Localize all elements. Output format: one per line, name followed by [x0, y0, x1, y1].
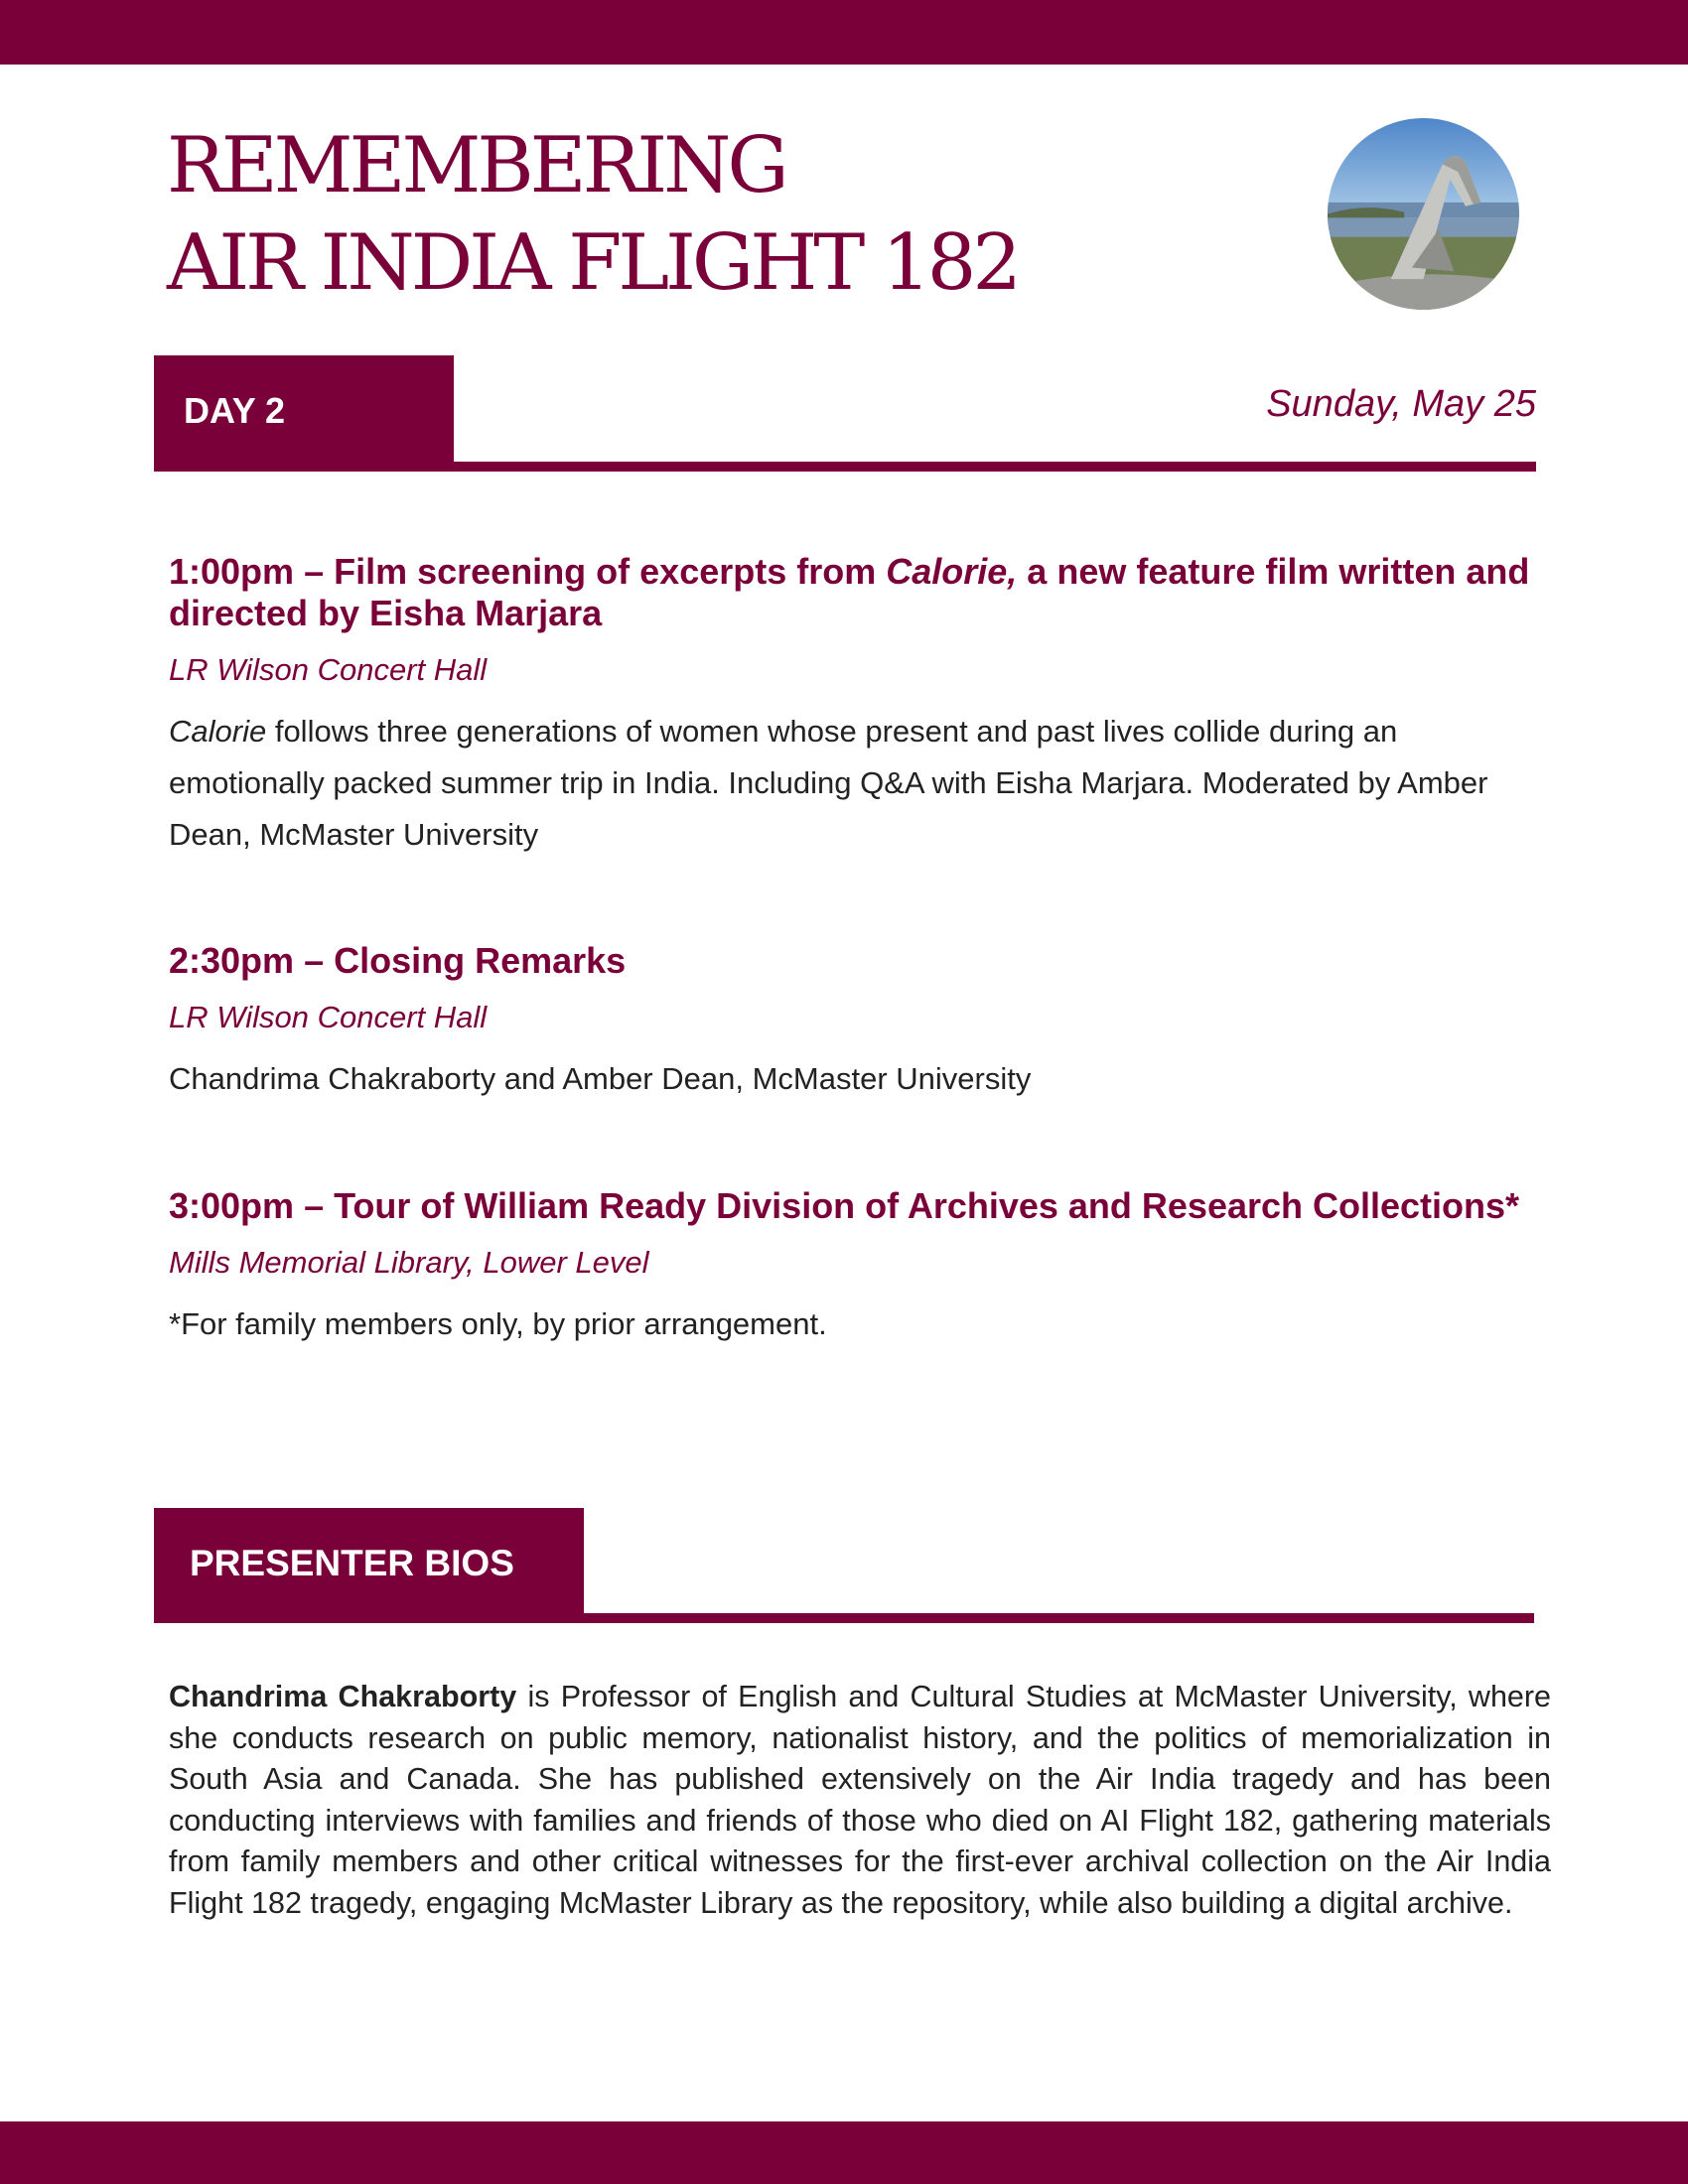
- page-title: [167, 117, 1018, 312]
- event-separator: –: [294, 940, 335, 981]
- event-title: [169, 1185, 1549, 1227]
- event-separator: –: [294, 1185, 335, 1226]
- event-venue: LR Wilson Concert Hall: [169, 1000, 488, 1034]
- memorial-sundial-icon: [1328, 118, 1519, 310]
- event-title: [169, 940, 1549, 982]
- event-description-text: follows three generations of women whose present and past lives collide during an emotionally packed summer trip in India. Including Q&A with Eisha Marjara. Moderated by Amber Dean, McMaster University: [169, 714, 1488, 852]
- memorial-photo: [1328, 118, 1519, 310]
- event-film-screening: [169, 551, 1549, 861]
- day-tab: DAY 2: [154, 355, 454, 470]
- event-venue: LR Wilson Concert Hall: [169, 652, 488, 687]
- day-divider: [154, 462, 1536, 472]
- event-title: [169, 551, 1549, 634]
- film-title: Calorie,: [886, 551, 1018, 592]
- event-title-text: Film screening of excerpts from: [334, 551, 887, 592]
- event-title-text-end: a new feature film written and directed by Eisha Marjara: [169, 551, 1530, 633]
- title-line-2: AIR INDIA FLIGHT 182: [167, 218, 1018, 308]
- bios-tab: PRESENTER BIOS: [154, 1508, 584, 1620]
- event-time: 2:30pm: [169, 940, 295, 981]
- event-time: 3:00pm: [169, 1185, 295, 1226]
- event-title-text: Closing Remarks: [334, 940, 627, 981]
- top-band: [0, 0, 1688, 65]
- event-separator: –: [294, 551, 335, 592]
- title-line-1: REMEMBERING: [167, 121, 785, 210]
- presenter-name: Chandrima Chakraborty: [169, 1680, 517, 1713]
- event-title-text: Tour of William Ready Division of Archives and Research Collections*: [334, 1185, 1520, 1226]
- event-venue: Mills Memorial Library, Lower Level: [169, 1245, 649, 1280]
- presenter-bio-text: is Professor of English and Cultural Studies at McMaster University, where she conducts research on public memory, nationalist history, and the politics of memorialization in South Asia and Canada. She has published extensively on the Air India tragedy and has been conducting interviews with families and friends of those who died on AI Flight 182, gathering materials from family members and other critical witnesses for the first-ever archival collection on the Air India Flight 182 tragedy, engaging McMaster Library as the repository, while also building a digital archive.: [169, 1680, 1551, 1920]
- event-description: *For family members only, by prior arrangement.: [169, 1306, 827, 1341]
- event-closing-remarks: [169, 940, 1549, 1105]
- event-description: Chandrima Chakraborty and Amber Dean, McMaster University: [169, 1061, 1032, 1096]
- event-archives-tour: [169, 1185, 1549, 1350]
- bottom-band: [0, 2121, 1688, 2184]
- event-description: [169, 706, 1549, 861]
- event-time: 1:00pm: [169, 551, 295, 592]
- event-date: Sunday, May 25: [1266, 383, 1536, 425]
- film-title-inline: Calorie: [169, 714, 267, 749]
- bios-divider: [154, 1613, 1534, 1623]
- presenter-bio: [169, 1677, 1551, 1925]
